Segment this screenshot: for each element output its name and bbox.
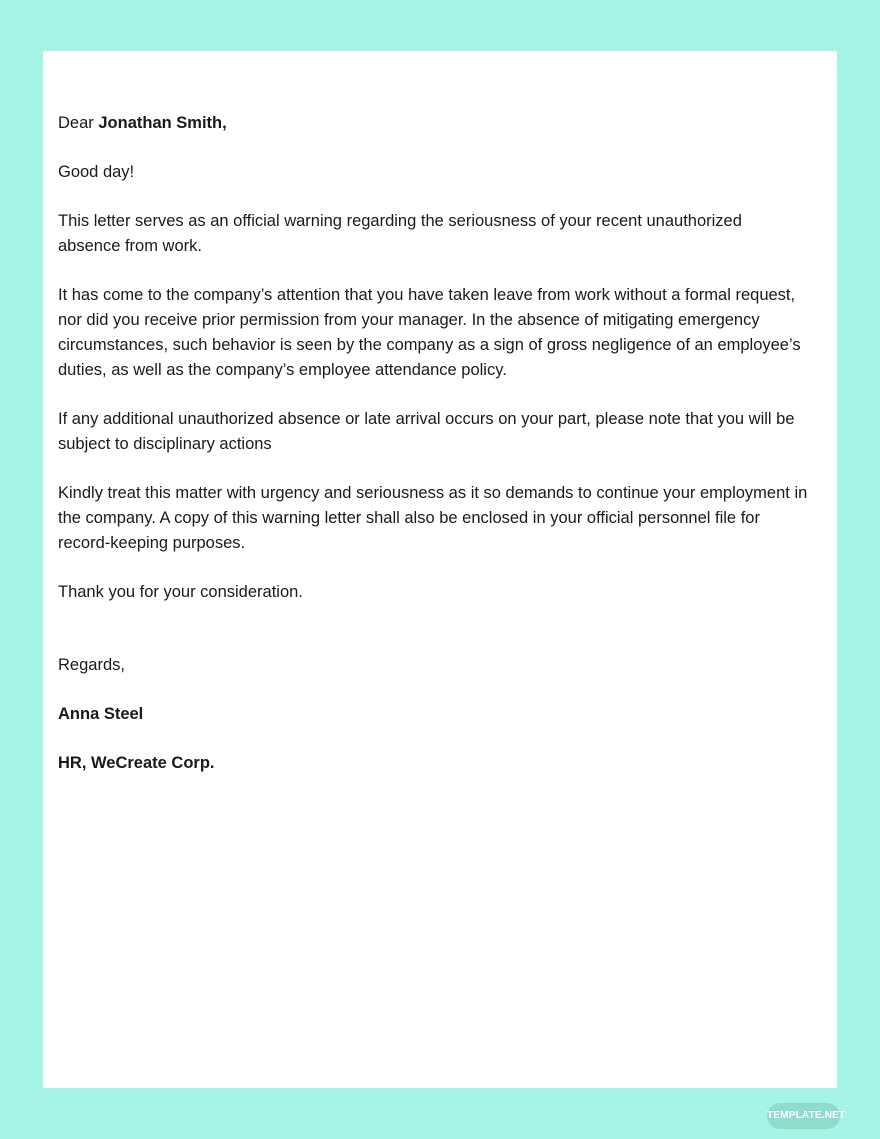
recipient-name: Jonathan Smith <box>98 114 223 132</box>
paragraph-consequence: If any additional unauthorized absence or late arrival occurs on your part, please note that you will be subject to disciplinary actions <box>58 410 795 453</box>
closing-thanks: Thank you for your consideration. <box>58 583 303 601</box>
paragraph-details: It has come to the company’s attention that you have taken leave from work without a formal request, nor did you receive prior permission from your manager. In the absence of mitigating emergency circumstances, such behavior is seen by the company as a sign of gross negligence of an employee’s duties, as well as the company’s employee attendance policy. <box>58 286 801 379</box>
salutation <box>58 111 818 136</box>
salutation-prefix: Dear <box>58 114 99 132</box>
letter-page <box>43 51 837 1088</box>
letter-body <box>58 111 818 800</box>
paragraph-request: Kindly treat this matter with urgency and seriousness as it so demands to continue your employment in the company. A copy of this warning letter shall also be enclosed in your official personnel file for record-keeping purposes. <box>58 484 808 552</box>
template-watermark: TEMPLATE.NET <box>767 1103 840 1129</box>
signer-title: HR, WeCreate Corp. <box>58 754 215 772</box>
paragraph-warning: This letter serves as an official warning regarding the seriousness of your recent unauthorized absence from work. <box>58 212 742 255</box>
regards: Regards, <box>58 656 125 674</box>
greeting: Good day! <box>58 163 135 181</box>
salutation-suffix: , <box>222 114 227 132</box>
signer-name: Anna Steel <box>58 705 144 723</box>
